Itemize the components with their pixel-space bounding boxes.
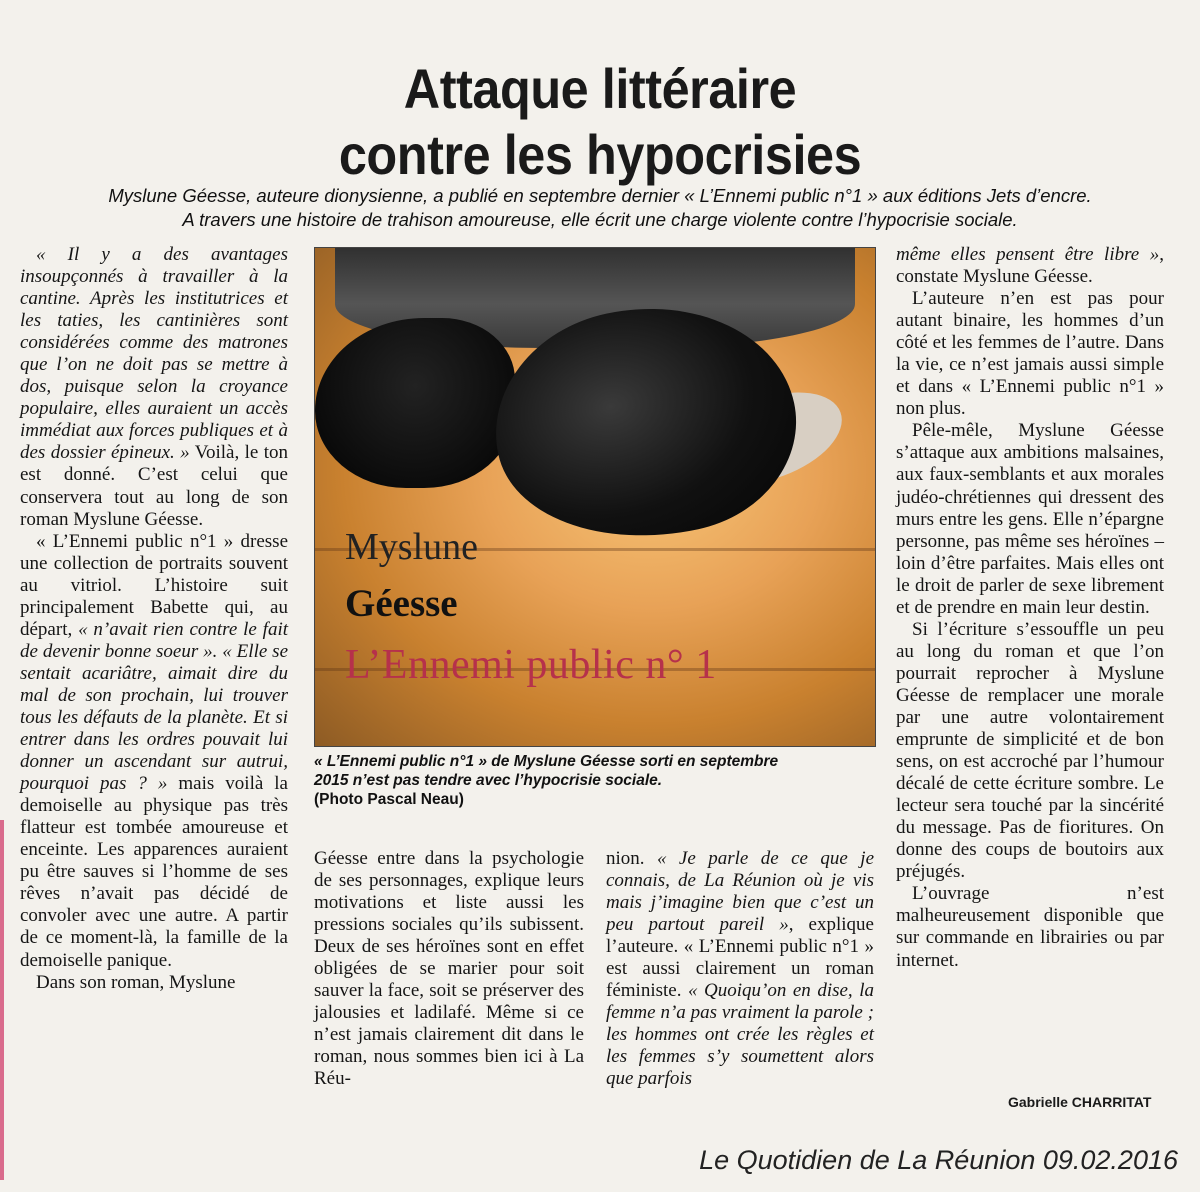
- headline-line-2: contre les hypocrisies: [338, 122, 862, 186]
- article-column-2: [314, 848, 584, 1091]
- headline-line-1: Attaque littéraire: [403, 56, 797, 120]
- paragraph: L’auteure n’en est pas pour autant binaire, les hommes d’un côté et les femmes de l’autre. Dans la vie, ce n’est jamais aussi simple et dans « L’Ennemi public n°1 » non plus.: [896, 288, 1164, 420]
- quote: « Quoiqu’on en dise, la femme n’a pas vraiment la parole ; les hommes ont crée les règles et les femmes s’y soumettent alors que parfois: [606, 980, 874, 1090]
- page-edge-mark: [0, 820, 4, 1180]
- caption-line-2: 2015 n’est pas tendre avec l’hypocrisie sociale.: [314, 772, 663, 789]
- cover-author-last-name: Géesse: [345, 582, 458, 625]
- text: « L’Ennemi public n°1 » dresse une collection de portraits souvent au vitriol. L’histoire suit principalement Babette qui, au départ,: [20, 530, 288, 640]
- quote: « Je parle de ce que je connais, de La Réunion où je vis mais j’imagine bien que c’est un peu partout pareil »: [606, 848, 874, 936]
- publication-source: Le Quotidien de La Réunion 09.02.2016: [699, 1145, 1178, 1175]
- text: nion.: [606, 848, 657, 869]
- article-column-4: [896, 244, 1164, 972]
- cover-author-first-name: Myslune: [345, 526, 478, 568]
- article-column-3: [606, 848, 874, 1091]
- text: Voilà, le ton est donné. C’est celui que conservera tout au long de son roman Myslune Géesse.: [20, 442, 288, 530]
- quote: « Il y a des avantages insoupçonnés à travailler à la cantine. Après les institutrices et les taties, les cantinières sont considérées comme des matrones que l’on ne doit pas se mettre à dos, puisque selon la croyance populaire, elles auraient un accès immédiat aux forces publiques et à des dossier épineux. »: [20, 244, 288, 464]
- paragraph: [896, 244, 1164, 288]
- article-column-1: [20, 244, 288, 994]
- lede: [20, 184, 1180, 232]
- photo-caption: [314, 752, 879, 809]
- caption-line-1: « L’Ennemi public n°1 » de Myslune Géesse sorti en septembre: [314, 753, 779, 770]
- paragraph: [20, 531, 288, 972]
- paragraph: Pêle-mêle, Myslune Géesse s’attaque aux ambitions malsaines, aux faux-semblants et aux morales judéo-chrétiennes qui dressent des murs entre les gens. Elle n’épargne personne, pas même ses héroïnes – loin d’être parfaites. Mais elles ont le droit de parler de sexe librement et de prendre en main leur destin.: [896, 420, 1164, 618]
- paragraph: Géesse entre dans la psychologie de ses personnages, explique leurs motivations et liste aussi les pressions sociales qu’ils subissent. Deux de ses héroïnes sont en effet obligées de se marier pour soit sauver la face, soit se préserver des jalousies et ladilafé. Même si ce n’est jamais clairement dit dans le roman, nous sommes bien ici à La Réu-: [314, 848, 584, 1090]
- text: , explique l’auteure. « L’Ennemi public n°1 » est aussi clairement un roman féministe.: [606, 914, 874, 1002]
- paragraph: [606, 848, 874, 1091]
- book-cover-photo: [314, 247, 876, 747]
- author-signature: Gabrielle CHARRITAT: [1008, 1094, 1152, 1110]
- quote: même elles pensent être libre »: [896, 244, 1160, 265]
- paragraph: Dans son roman, Myslune: [36, 971, 236, 993]
- quote: « n’avait rien contre le fait de devenir bonne soeur ». « Elle se sentait acariâtre, aimait dire du mal de son prochain, lui trouver tous les défauts de la planète. Et si entrer dans les ordres pouvait lui donner un ascendant sur autrui, pourquoi pas ? »: [20, 618, 288, 795]
- lede-line-1: Myslune Géesse, auteure dionysienne, a publié en septembre dernier « L’Ennemi public n°1 » aux éditions Jets d’encre.: [108, 185, 1092, 206]
- lede-line-2: A travers une histoire de trahison amoureuse, elle écrit une charge violente contre l’hypocrisie sociale.: [182, 209, 1018, 230]
- headline: [60, 56, 1140, 188]
- photo-credit: (Photo Pascal Neau): [314, 791, 464, 808]
- cover-book-title: L’Ennemi public n° 1: [345, 642, 717, 688]
- paragraph: L’ouvrage n’est malheureusement disponible que sur commande en librairies ou par internet.: [896, 883, 1164, 971]
- high-heel-shoe: [315, 318, 515, 488]
- paragraph: Si l’écriture s’essouffle un peu au long du roman et que l’on pourrait reprocher à Myslune Géesse de remplacer une morale par une autre volontairement emprunte de simplicité et de bon sens, on est accroché par l’humour décalé de cette écriture sombre. Le lecteur sera touché par la sincérité du message. Pas de fioritures. On donne des coups de boutoirs aux préjugés.: [896, 618, 1164, 883]
- text: , constate Myslune Géesse.: [896, 244, 1164, 288]
- paragraph: [20, 244, 288, 531]
- text: mais voilà la demoiselle au physique pas très flatteur est tombée amoureuse et enceinte. Les apparences auraient pu être sauves si l’homme de ses rêves n’avait pas décidé de convoler avec une autre. A partir de ce moment-là, la famille de la demoiselle panique.: [20, 773, 288, 971]
